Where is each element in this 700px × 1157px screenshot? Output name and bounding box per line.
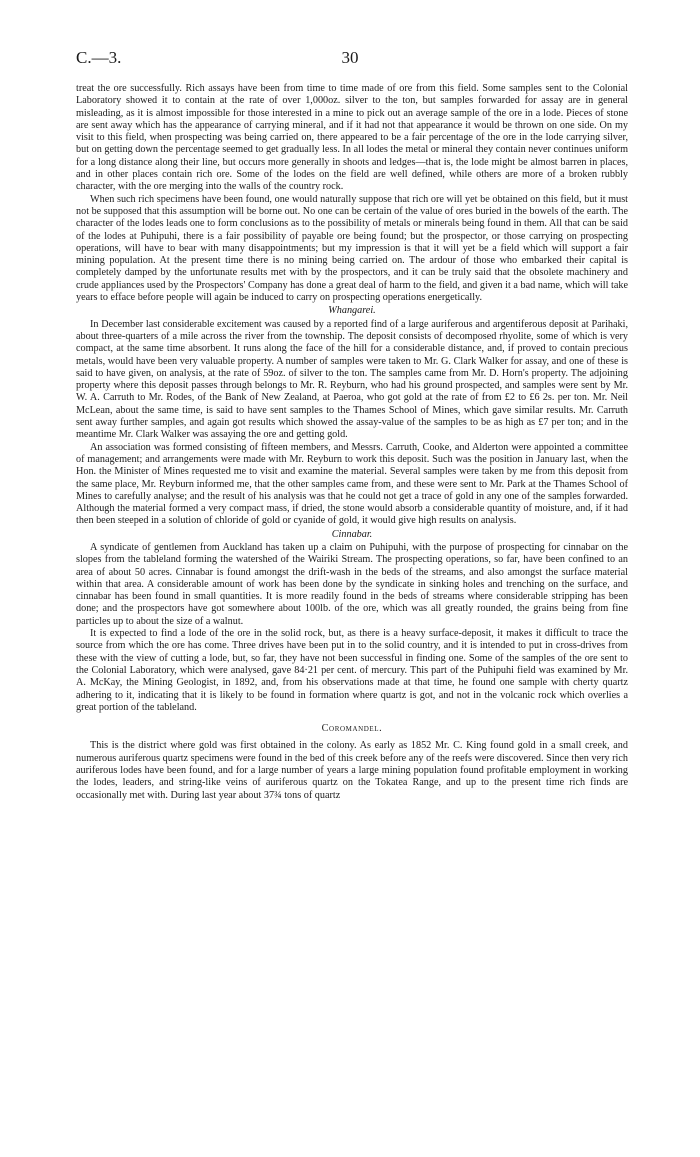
section-heading-coromandel: Coromandel. (321, 723, 383, 735)
paragraph: In December last considerable excitement was caused by a reported find of a large auriferous and argentiferous deposit at Parihaki, about three-quarters of a mile across the river from the township. The deposit consists of decomposed rhyolite, some of which is very compact, at the same time absorbent. It runs along the face of the hill for a considerable distance, and, if proved to contain precious metals, would have been very valuable property. A number of samples were taken to Mr. G. Clark Walker for assay, and one of these is said to have given, on analysis, at the rate of 59oz. of silver to the ton. The samples came from Mr. D. Horn's property. The adjoining property where this deposit passes through belongs to Mr. R. Reyburn, who had his ground prospected, and samples were sent by Mr. W. A. Carruth to Mr. Rodes, of the Bank of New Zealand, at Paeroa, who got gold at the rate of from £2 to £6 2s. per ton. Mr. Neil McLean, about the same time, is said to have sent samples to the Thames School of Mines, which gave similar results. Mr. Carruth sent away further samples, and again got results which showed the assay-value of the samples to be as high as £7 per ton; and in the meantime Mr. Clark Walker was assaying the ore and getting gold. (76, 318, 628, 441)
page-header (76, 48, 624, 70)
report-body (76, 83, 628, 802)
paragraph: It is expected to find a lode of the ore in the solid rock, but, as there is a heavy surface-deposit, it makes it difficult to trace the source from which the ore has come. Three drives have been put in to the solid country, and it is intended to put in cross-drives from these with the view of cutting a lode, but, so far, they have not been successful in finding one. Some of the samples of the ore sent to the Colonial Laboratory, which were analysed, gave 84·21 per cent. of mercury. This part of the Puhipuhi field was examined by Mr. A. McKay, the Mining Geologist, in 1892, and, from his observations made at that time, he found one sample with cherty quartz adhering to it, indicating that it is likely to be found in formation where quartz is got, and not in the volcanic rock which overlies a great portion of the tableland. (76, 628, 628, 713)
paragraph: When such rich specimens have been found, one would naturally suppose that rich ore will yet be obtained on this field, but it must not be supposed that this assumption will be borne out. No one can be certain of the value of ores buried in the bowels of the earth. The character of the lodes leads one to form conclusions as to the possibility of metals or minerals being found in them. All that can be said of the lodes at Puhipuhi, there is a fair possibility of payable ore being found; but the prospector, or those carrying on prospecting operations, will have to bear with many disappointments; but my impression is that it will yet be a field which will support a fair mining population. At the present time there is no mining being carried on. The ardour of those who embarked their capital is completely damped by the unfortunate results met with by the prospectors, and it can be truly said that the obsolete machinery and crude appliances used by the Prospectors' Company has done a great deal of harm to the field, and given it a bad name, which will take years to efface before people will again be induced to carry on prospecting operations energetically. (76, 193, 628, 304)
report-reference: C.—3. (76, 48, 122, 67)
section-heading-whangarei: Whangarei. (328, 305, 376, 317)
paragraph: A syndicate of gentlemen from Auckland has taken up a claim on Puhipuhi, with the purpose of prospecting for cinnabar on the slopes from the tableland forming the watershed of the Wairiki Stream. The prospecting operations, so far, have been confined to an area of about 50 acres. Cinnabar is found amongst the drift-wash in the beds of the streams, and also amongst the surface material within that area. A considerable amount of work has been done by the syndicate in sinking holes and trenching on the surface, and cinnabar has been found in small quantities. It is more readily found in the beds of streams where considerable stripping has been done; and the prospectors have got somewhere about 100lb. of the ore, which was all greatly rounded, the grains being from fine particles up to about the size of a walnut. (76, 541, 628, 627)
paragraph: This is the district where gold was first obtained in the colony. As early as 1852 Mr. C. King found gold in a small creek, and numerous auriferous quartz specimens were found in the bed of this creek before any of the reefs were discovered. Since then very rich auriferous lodes have been found, and for a large number of years a large mining population found profitable employment in working the lodes, leaders, and string-like veins of auriferous quartz on the Tokatea Range, and up to the present time rich finds are occasionally met with. During last year about 37¾ tons of quartz (76, 740, 628, 801)
section-heading-cinnabar: Cinnabar. (331, 528, 373, 540)
page-number: 30 (341, 48, 359, 67)
paragraph: An association was formed consisting of fifteen members, and Messrs. Carruth, Cooke, and Alderton were appointed a committee of management; and arrangements were made with Mr. Reyburn to work this deposit. Such was the position in January last, when the Hon. the Minister of Mines requested me to visit and examine the material. Several samples were taken by me from this deposit from the same place, Mr. Reyburn informed me, that the other samples came from, and these were sent to Mr. Park at the Thames School of Mines to carefully analyse; and the result of his analysis was that he could not get a trace of gold in any one of the samples forwarded. Although the material formed a very compact mass, if dried, the stone would absorb a considerable quantity of moisture, and, if it had then been steeped in a solution of chloride of gold or cyanide of gold, it would give high results on analysis. (76, 441, 628, 527)
paragraph: treat the ore successfully. Rich assays have been from time to time made of ore from this field. Some samples sent to the Colonial Laboratory showed it to contain at the rate of over 1,000oz. silver to the ton, but samples forwarded for assay are in general misleading, as it is almost impossible for those interested in a mine to pick out an average sample of the ore in a lode. Pieces of stone are sent away which has the appearance of carrying mineral, and if it had not that appearance it would be thrown on one side. On my visit to this field, when prospecting was being carried on, there appeared to be a fair percentage of the ore in the lode carrying silver, but on getting down the percentage seemed to get gradually less. In all lodes the metal or mineral they contain never continues uniform for a long distance along their line, but occurs more generally in shoots and ledges—that is, the lode might be almost barren in places, and in other places contain rich ore. Some of the lodes on the field are well defined, while others are more of a broken rubbly character, with the ore merging into the walls of the country rock. (76, 83, 628, 193)
